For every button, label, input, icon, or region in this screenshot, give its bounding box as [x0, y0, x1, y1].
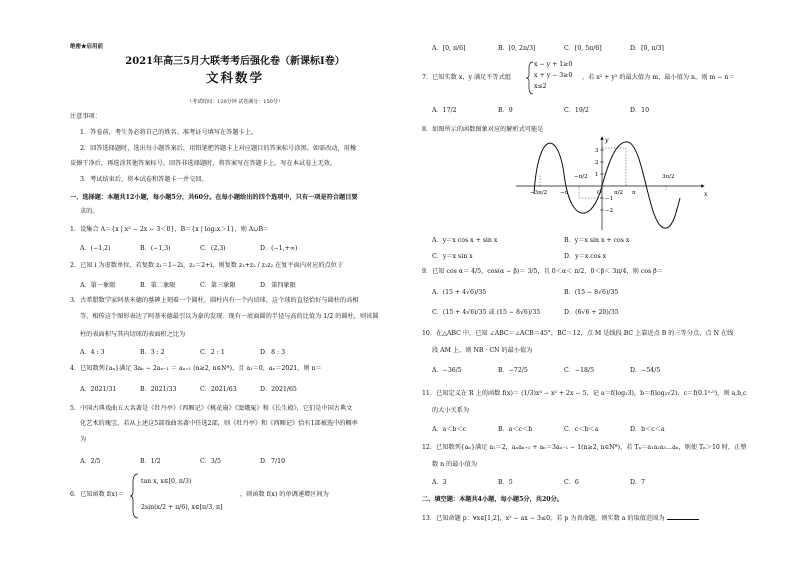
exam-title: 2021年高三5月大联考考后强化卷（新课标Ⅰ卷） — [125, 56, 345, 67]
origin-label: O — [597, 190, 602, 196]
option-b[interactable]: B．9 — [498, 107, 513, 114]
option-b[interactable]: B．[0, 2π/3] — [498, 45, 536, 52]
option-b[interactable]: B．−72/5 — [498, 367, 528, 374]
option-a[interactable]: A．[0, π/6] — [432, 45, 466, 52]
option-c[interactable]: C．y＝x sin x — [432, 253, 473, 260]
option-d[interactable]: D．(6√6 + 20)/35 — [564, 309, 619, 316]
option-b[interactable]: B．(15 − 8√6)/35 — [564, 289, 619, 296]
question-options — [432, 365, 696, 374]
option-a[interactable]: A．a＜b＜c — [432, 426, 467, 433]
y-tick-label: 3 — [595, 148, 599, 154]
x-tick-label: −π/2 — [574, 174, 588, 180]
option-d[interactable]: D．7/10 — [260, 458, 286, 465]
question-stem: 等，相传这个图形表达了阿基米德最引以为豪的发现．现有一底面圆的半径与高的比值为 1/2 的圆柱，则该圆 — [80, 313, 379, 320]
x-tick-label: −π — [560, 190, 569, 196]
option-c[interactable]: C．c＜b＜a — [564, 426, 599, 433]
option-b[interactable]: B．1/2 — [140, 458, 161, 465]
question-options — [432, 105, 696, 114]
question-stem: 2．已知 i 为虚数单位，若复数 z₁＝1−2i，z₂＝2+i，则复数 z₁+z₂ / z₁z₂ 在复平面内对应的点位于 — [70, 262, 344, 269]
question-stem: ，则函数 f(x) 的单调递增区间为 — [240, 491, 329, 498]
question-options — [80, 384, 320, 393]
question-stem: 12．已知数列{aₙ}满足 a₁＝2，aₙaₙ₊₁ + aₙ＝3aₙ₋₁ − 1(n≥2, n∈N*)，若 Tₙ＝a₁a₂a₃…aₙ，则使 Tₙ＞10 时，正整 — [422, 444, 747, 451]
exam-info: （考试时间：120分钟 试卷满分：150分） — [187, 99, 283, 105]
notice-line: 皮擦干净后，再选涂其他答案标号。回答非选择题时，将答案写在答题卡上。写在本试卷上无效。 — [70, 160, 337, 167]
question-options — [80, 456, 320, 465]
question-options — [80, 280, 320, 289]
option-c[interactable]: C．−18/5 — [564, 367, 595, 374]
option-a[interactable]: A．3 — [432, 479, 447, 486]
question-stem: 8．如图所示的函数图象对应的解析式可能是 — [422, 126, 544, 133]
piecewise-case: 2sin(x/2 + π/6), x∈[π/3, π] — [141, 504, 223, 511]
option-b[interactable]: B．y＝x sin x + cos x — [564, 237, 630, 244]
y-tick-label: −1 — [605, 196, 614, 202]
question-stem: 数 n 的最小值为 — [432, 461, 478, 468]
question-stem: 11．已知定义在 R 上的函数 f(x)＝ (1/3)x³ − x² + 2x − 5，记 a＝f(log₂3)，b＝f(log₃√2)，c＝f(0.1⁰·⁵)，则 a,b,c — [422, 390, 747, 397]
option-c[interactable]: C．[0, 5π/6] — [564, 45, 602, 52]
question-stem: 7．已知实数 x，y 满足不等式组 — [422, 74, 512, 81]
fill-question — [422, 515, 699, 523]
option-b[interactable]: B．(−1,3) — [140, 245, 171, 252]
system-line: x≤2 — [534, 83, 547, 90]
question-stem: 6．已知函数 f(x)＝ — [70, 491, 124, 498]
option-b[interactable]: B．a＜c＜b — [498, 426, 533, 433]
x-tick-label: π — [632, 190, 636, 196]
question-options — [432, 235, 696, 244]
question-stem: 3．古希腊数学家阿基米德的墓碑上刻着一个圆柱，圆柱内有一个内切球，这个球的直径恰好与圆柱的高相 — [70, 297, 359, 304]
x-tick-label: 3π/2 — [662, 174, 675, 180]
left-column — [70, 0, 400, 562]
answer-blank[interactable] — [667, 519, 699, 520]
question-stem: 4．已知数列{aₙ}满足 3aₙ − 2aₙ₋₁ ＝ aₙ₊₁ (n≥2, n∈N*)，且 a₁＝0，aₙ＝2021，则 n＝ — [70, 365, 322, 372]
question-stem: 化艺术的瑰宝，若从上述这5部戏曲名著中任选2部，则《牡丹亭》和《西厢记》恰有1部被选中的概率 — [80, 420, 358, 427]
x-tick-label: π/2 — [614, 190, 623, 196]
question-stem: 5．中国古典戏曲五大名著是《牡丹亭》《西厢记》《桃花扇》《窦娥冤》和《长生殿》，它们是中国古典文 — [70, 405, 353, 412]
notice-heading: 注意事项： — [70, 113, 101, 120]
option-c[interactable]: C．(15 + 4√6)/35 或 (15 − 8√6)/35 — [432, 309, 541, 316]
secret-label: 绝密★启用前 — [70, 44, 104, 50]
subject-title: 文科数学 — [205, 70, 264, 85]
question-options — [432, 43, 696, 52]
question-options — [432, 251, 696, 260]
question-stem: 柱的表面积与其内切球的表面积之比为 — [80, 331, 186, 338]
question-stem: 10．在△ABC 中，已知 ∠ABC＝∠ACB＝45°，BC＝12，点 M 是线段 BC 上靠近点 B 的三等分点，点 N 在线 — [422, 330, 734, 337]
option-a[interactable]: A．−36/5 — [432, 367, 462, 374]
function-graph — [512, 134, 712, 232]
option-a[interactable]: A．第一象限 — [80, 282, 116, 289]
option-c[interactable]: C．2021/63 — [200, 386, 237, 393]
option-a[interactable]: A．(15 + 4√6)/35 — [432, 289, 487, 296]
y-tick-label: 1 — [595, 172, 599, 178]
option-d[interactable]: D．10 — [630, 107, 650, 114]
option-d[interactable]: D．(−1,+∞) — [260, 245, 298, 252]
question-options — [432, 477, 696, 486]
right-column — [422, 0, 762, 562]
section-heading: 二、填空题：本题共4小题，每小题5分，共20分。 — [422, 496, 563, 503]
option-a[interactable]: A．(−1,2) — [80, 245, 111, 252]
question-stem: 的大小关系为 — [432, 407, 470, 414]
option-b[interactable]: B．3 : 2 — [140, 349, 165, 356]
option-d[interactable]: D．[0, π/3] — [630, 45, 664, 52]
notice-line: 3．考试结束后，将本试卷和答题卡一并交回。 — [80, 176, 208, 183]
question-options — [432, 307, 696, 316]
y-axis-label: y — [605, 137, 609, 144]
question-stem: 13．已知命题 p：∀x∈[1,2]，x² − ax − 3≤0，若 p 为真命题，则实数 a — [422, 515, 626, 522]
x-tick-label: −3π/2 — [530, 190, 548, 196]
question-options — [80, 347, 320, 356]
option-d[interactable]: D．第四象限 — [260, 282, 296, 289]
section-heading: 一、选择题：本题共12小题，每小题5分，共60分。在每小题给出的四个选项中，只有一项是符合题目要 — [70, 194, 358, 201]
y-tick-label: −2 — [605, 208, 614, 214]
option-c[interactable]: C．2 : 1 — [200, 349, 225, 356]
question-stem: ，若 x² + y² 的最大值为 m，最小值为 n，则 m − n＝ — [582, 74, 735, 81]
option-b[interactable]: B．第二象限 — [140, 282, 176, 289]
question-options — [432, 424, 696, 433]
question-stem: 1．设集合 A＝{x | x² − 2x − 3＜0}，B＝{x | log₂x＞1}，则 A∪B＝ — [70, 226, 270, 233]
option-c[interactable]: C．3/5 — [200, 458, 221, 465]
system-brace — [526, 61, 534, 95]
option-d[interactable]: D．b＜c＜a — [630, 426, 665, 433]
option-a[interactable]: A．2021/31 — [80, 386, 117, 393]
question-stem: 段 AM 上，则 NB · CN 的最小值为 — [432, 347, 533, 354]
notice-line: 1．答卷前，考生务必将自己的姓名、准考证号填写在答题卡上。 — [80, 129, 258, 136]
option-d[interactable]: D．7 — [630, 479, 646, 486]
question-options — [432, 287, 696, 296]
y-tick-label: 2 — [595, 160, 599, 166]
option-d[interactable]: D．2021/65 — [260, 386, 297, 393]
piecewise-brace — [130, 472, 140, 520]
option-b[interactable]: B．5 — [498, 479, 513, 486]
system-line: x − y + 1≥0 — [534, 61, 573, 68]
section-heading-cont: 求的。 — [80, 208, 99, 215]
question-options — [80, 243, 320, 252]
function-curve — [534, 142, 680, 228]
notice-line: 2．回答选择题时，选出每小题答案后，用铅笔把答题卡上对应题目的答案标号涂黑。如需改动，用橡 — [80, 145, 357, 152]
x-axis-label: x — [704, 191, 708, 198]
option-a[interactable]: A．17/2 — [432, 107, 457, 114]
question-stem: 9．已知 cos α＝ 4/5，cos(α − β)＝ 3/5，且 0＜α＜ π/2，0＜β＜ 3π/4，则 cos β＝ — [422, 268, 663, 275]
option-d[interactable]: D．−54/5 — [630, 367, 661, 374]
system-line: x + y − 3≥0 — [534, 72, 573, 79]
option-b[interactable]: B．2021/33 — [140, 386, 177, 393]
option-c[interactable]: C．19/2 — [564, 107, 589, 114]
option-a[interactable]: A．2/5 — [80, 458, 101, 465]
option-c[interactable]: C．6 — [564, 479, 579, 486]
option-d[interactable]: D．y＝x cos x — [564, 253, 607, 260]
piecewise-case: tan x, x∈[0, π/3) — [141, 478, 192, 485]
option-d[interactable]: D．8 : 3 — [260, 349, 286, 356]
question-stem-tail: 的取值范围为 — [627, 515, 665, 522]
question-stem: 为 — [80, 436, 87, 443]
option-a[interactable]: A．y＝x cos x + sin x — [432, 237, 498, 244]
option-a[interactable]: A．4 : 3 — [80, 349, 105, 356]
option-c[interactable]: C．第三象限 — [200, 282, 236, 289]
option-c[interactable]: C．(2,3) — [200, 245, 226, 252]
